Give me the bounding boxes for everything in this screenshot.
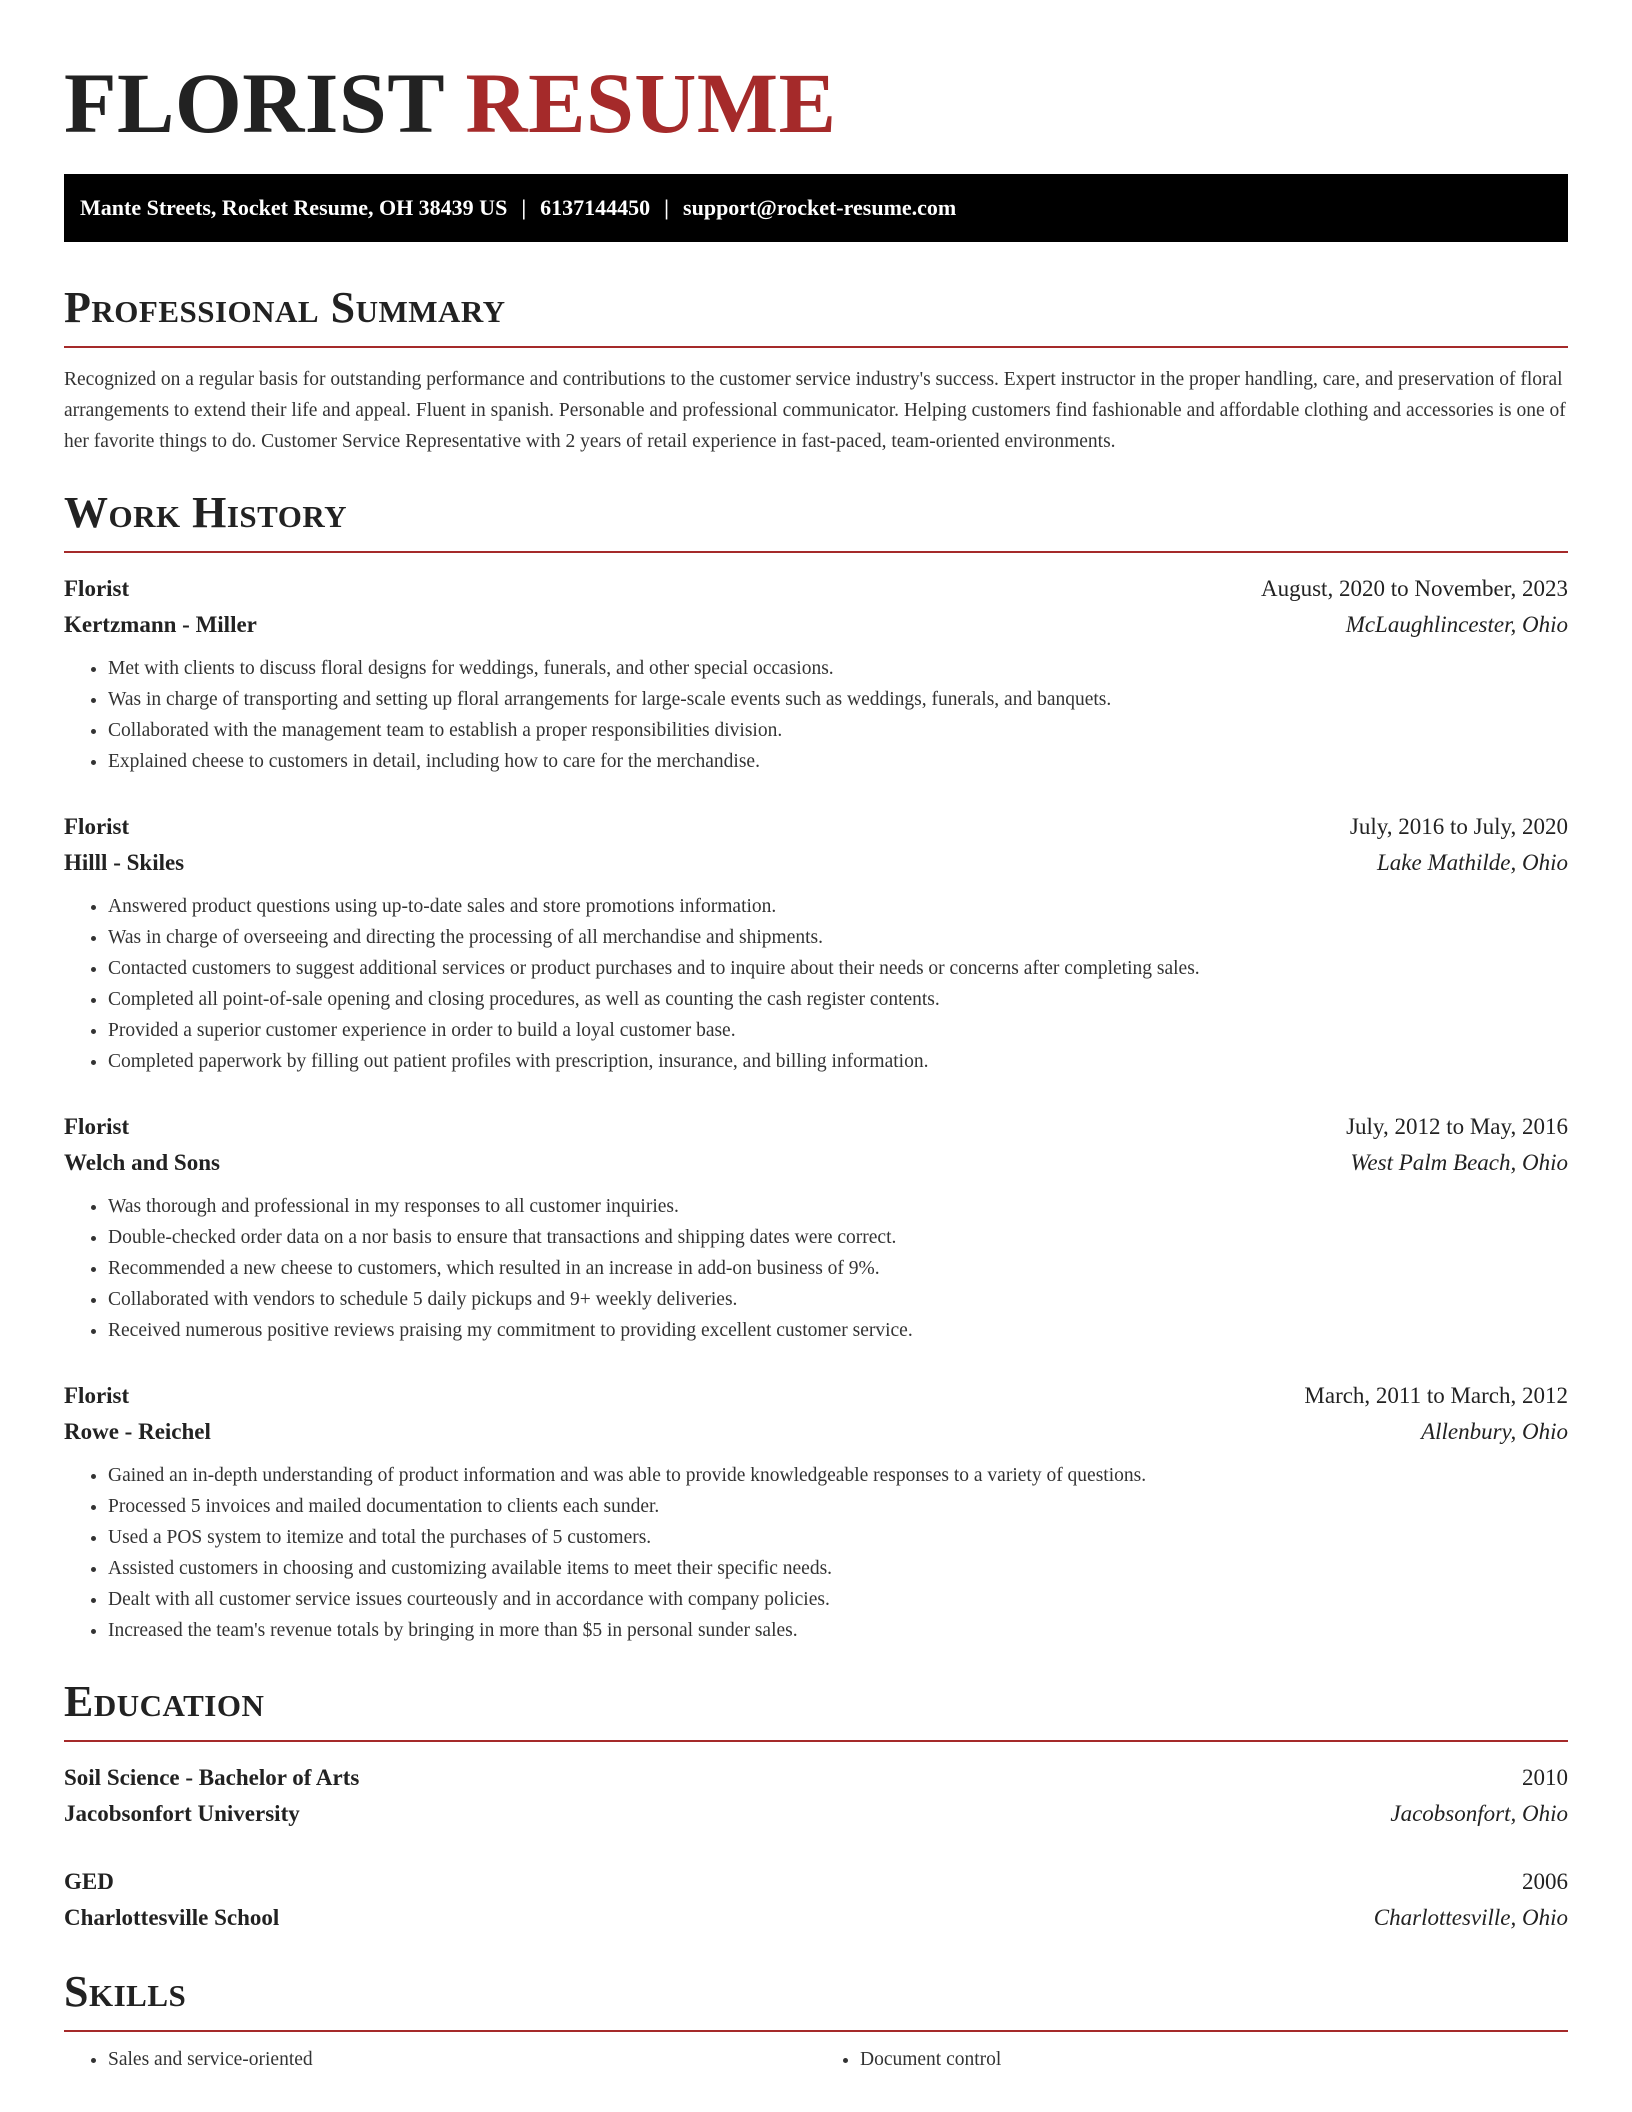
education-school: Jacobsonfort University bbox=[64, 1801, 300, 1826]
section-heading-education: Education bbox=[64, 1677, 265, 1726]
job-location: Lake Mathilde, Ohio bbox=[1377, 850, 1568, 875]
job-dates: August, 2020 to November, 2023 bbox=[1261, 576, 1568, 601]
job-dates: July, 2012 to May, 2016 bbox=[1346, 1114, 1568, 1139]
job-entry bbox=[64, 1109, 1568, 1346]
job-title: Florist bbox=[64, 814, 130, 839]
job-title: Florist bbox=[64, 1114, 130, 1139]
job-bullet: • Used a POS system to itemize and total the purchases of 5 customers. bbox=[108, 1522, 1568, 1553]
education-location: Jacobsonfort, Ohio bbox=[1390, 1801, 1568, 1826]
job-bullet: • Gained an in-depth understanding of product information and was able to provide knowledgeable responses to a variety of questions. bbox=[108, 1460, 1568, 1491]
contact-bar bbox=[64, 174, 1568, 242]
job-bullet: • Recommended a new cheese to customers, which resulted in an increase in add-on business of 9%. bbox=[108, 1253, 1568, 1284]
section-heading-work: Work History bbox=[64, 488, 348, 537]
job-company: Welch and Sons bbox=[64, 1150, 220, 1175]
job-bullets bbox=[64, 1191, 1568, 1346]
resume-title bbox=[64, 52, 1568, 154]
job-bullet: • Increased the team's revenue totals by bringing in more than $5 in personal sunder sales. bbox=[108, 1615, 1568, 1646]
education-entry bbox=[64, 1864, 1568, 1936]
job-bullet: • Was thorough and professional in my responses to all customer inquiries. bbox=[108, 1191, 1568, 1222]
contact-separator: | bbox=[664, 195, 670, 220]
job-location: McLaughlincester, Ohio bbox=[1345, 612, 1568, 637]
job-title: Florist bbox=[64, 576, 130, 601]
title-accent: RESUME bbox=[465, 55, 837, 151]
job-bullet: • Collaborated with the management team to establish a proper responsibilities division. bbox=[108, 715, 1568, 746]
education-section bbox=[64, 1676, 1568, 1936]
education-year: 2006 bbox=[1522, 1869, 1568, 1894]
section-divider bbox=[64, 346, 1568, 348]
contact-address: Mante Streets, Rocket Resume, OH 38439 US bbox=[80, 195, 508, 220]
education-degree: Soil Science - Bachelor of Arts bbox=[64, 1765, 360, 1790]
contact-separator: | bbox=[521, 195, 527, 220]
education-location: Charlottesville, Ohio bbox=[1373, 1905, 1568, 1930]
skills-grid bbox=[64, 2044, 1568, 2075]
contact-email: support@rocket-resume.com bbox=[683, 195, 957, 220]
job-location: West Palm Beach, Ohio bbox=[1350, 1150, 1568, 1175]
education-degree: GED bbox=[64, 1869, 114, 1894]
skill-item: • Document control bbox=[860, 2044, 1568, 2075]
job-bullet: • Double-checked order data on a nor basis to ensure that transactions and shipping dates were correct. bbox=[108, 1222, 1568, 1253]
professional-summary-section bbox=[64, 282, 1568, 457]
title-main: FLORIST bbox=[64, 55, 444, 151]
job-company: Rowe - Reichel bbox=[64, 1419, 211, 1444]
skills-section bbox=[64, 1966, 1568, 2075]
education-school: Charlottesville School bbox=[64, 1905, 280, 1930]
job-bullets bbox=[64, 891, 1568, 1077]
job-entry bbox=[64, 571, 1568, 777]
job-company: Kertzmann - Miller bbox=[64, 612, 257, 637]
job-bullet: • Completed paperwork by filling out patient profiles with prescription, insurance, and billing information. bbox=[108, 1046, 1568, 1077]
job-dates: July, 2016 to July, 2020 bbox=[1349, 814, 1568, 839]
section-heading-summary: Professional Summary bbox=[64, 283, 506, 332]
job-bullets bbox=[64, 653, 1568, 777]
job-entry bbox=[64, 809, 1568, 1077]
job-dates: March, 2011 to March, 2012 bbox=[1304, 1383, 1568, 1408]
job-bullets bbox=[64, 1460, 1568, 1646]
section-divider bbox=[64, 2030, 1568, 2032]
section-heading-skills: Skills bbox=[64, 1967, 187, 2016]
job-bullet: • Was in charge of overseeing and directing the processing of all merchandise and shipments. bbox=[108, 922, 1568, 953]
job-bullet: • Assisted customers in choosing and customizing available items to meet their specific needs. bbox=[108, 1553, 1568, 1584]
work-history-section bbox=[64, 487, 1568, 1646]
job-bullet: • Dealt with all customer service issues courteously and in accordance with company policies. bbox=[108, 1584, 1568, 1615]
job-bullet: • Provided a superior customer experience in order to build a loyal customer base. bbox=[108, 1015, 1568, 1046]
job-bullet: • Completed all point-of-sale opening and closing procedures, as well as counting the cash register contents. bbox=[108, 984, 1568, 1015]
education-entry bbox=[64, 1760, 1568, 1832]
job-entry bbox=[64, 1378, 1568, 1646]
summary-text: Recognized on a regular basis for outstanding performance and contributions to the customer service industry's success. Expert instructor in the proper handling, care, and preservation of floral arrangements to extend their life and appeal. Fluent in spanish. Personable and professional communicator. Helping customers find fashionable and affordable clothing and accessories is one of her favorite things to do. Customer Service Representative with 2 years of retail experience in fast-paced, team-oriented environments. bbox=[64, 369, 1566, 452]
section-divider bbox=[64, 1740, 1568, 1742]
job-bullet: • Explained cheese to customers in detail, including how to care for the merchandise. bbox=[108, 746, 1568, 777]
skills-list-right bbox=[816, 2044, 1568, 2075]
job-bullet: • Collaborated with vendors to schedule 5 daily pickups and 9+ weekly deliveries. bbox=[108, 1284, 1568, 1315]
job-bullet: • Contacted customers to suggest additional services or product purchases and to inquire about their needs or concerns after completing sales. bbox=[108, 953, 1568, 984]
job-bullet: • Met with clients to discuss floral designs for weddings, funerals, and other special occasions. bbox=[108, 653, 1568, 684]
job-location: Allenbury, Ohio bbox=[1421, 1419, 1568, 1444]
job-bullet: • Answered product questions using up-to-date sales and store promotions information. bbox=[108, 891, 1568, 922]
section-divider bbox=[64, 551, 1568, 553]
job-company: Hilll - Skiles bbox=[64, 850, 185, 875]
job-title: Florist bbox=[64, 1383, 130, 1408]
education-year: 2010 bbox=[1522, 1765, 1568, 1790]
skills-list-left bbox=[64, 2044, 816, 2075]
contact-phone: 6137144450 bbox=[540, 195, 651, 220]
job-bullet: • Received numerous positive reviews praising my commitment to providing excellent customer service. bbox=[108, 1315, 1568, 1346]
skill-item: • Sales and service-oriented bbox=[108, 2044, 816, 2075]
job-bullet: • Processed 5 invoices and mailed documentation to clients each sunder. bbox=[108, 1491, 1568, 1522]
job-bullet: • Was in charge of transporting and setting up floral arrangements for large-scale events such as weddings, funerals, and banquets. bbox=[108, 684, 1568, 715]
